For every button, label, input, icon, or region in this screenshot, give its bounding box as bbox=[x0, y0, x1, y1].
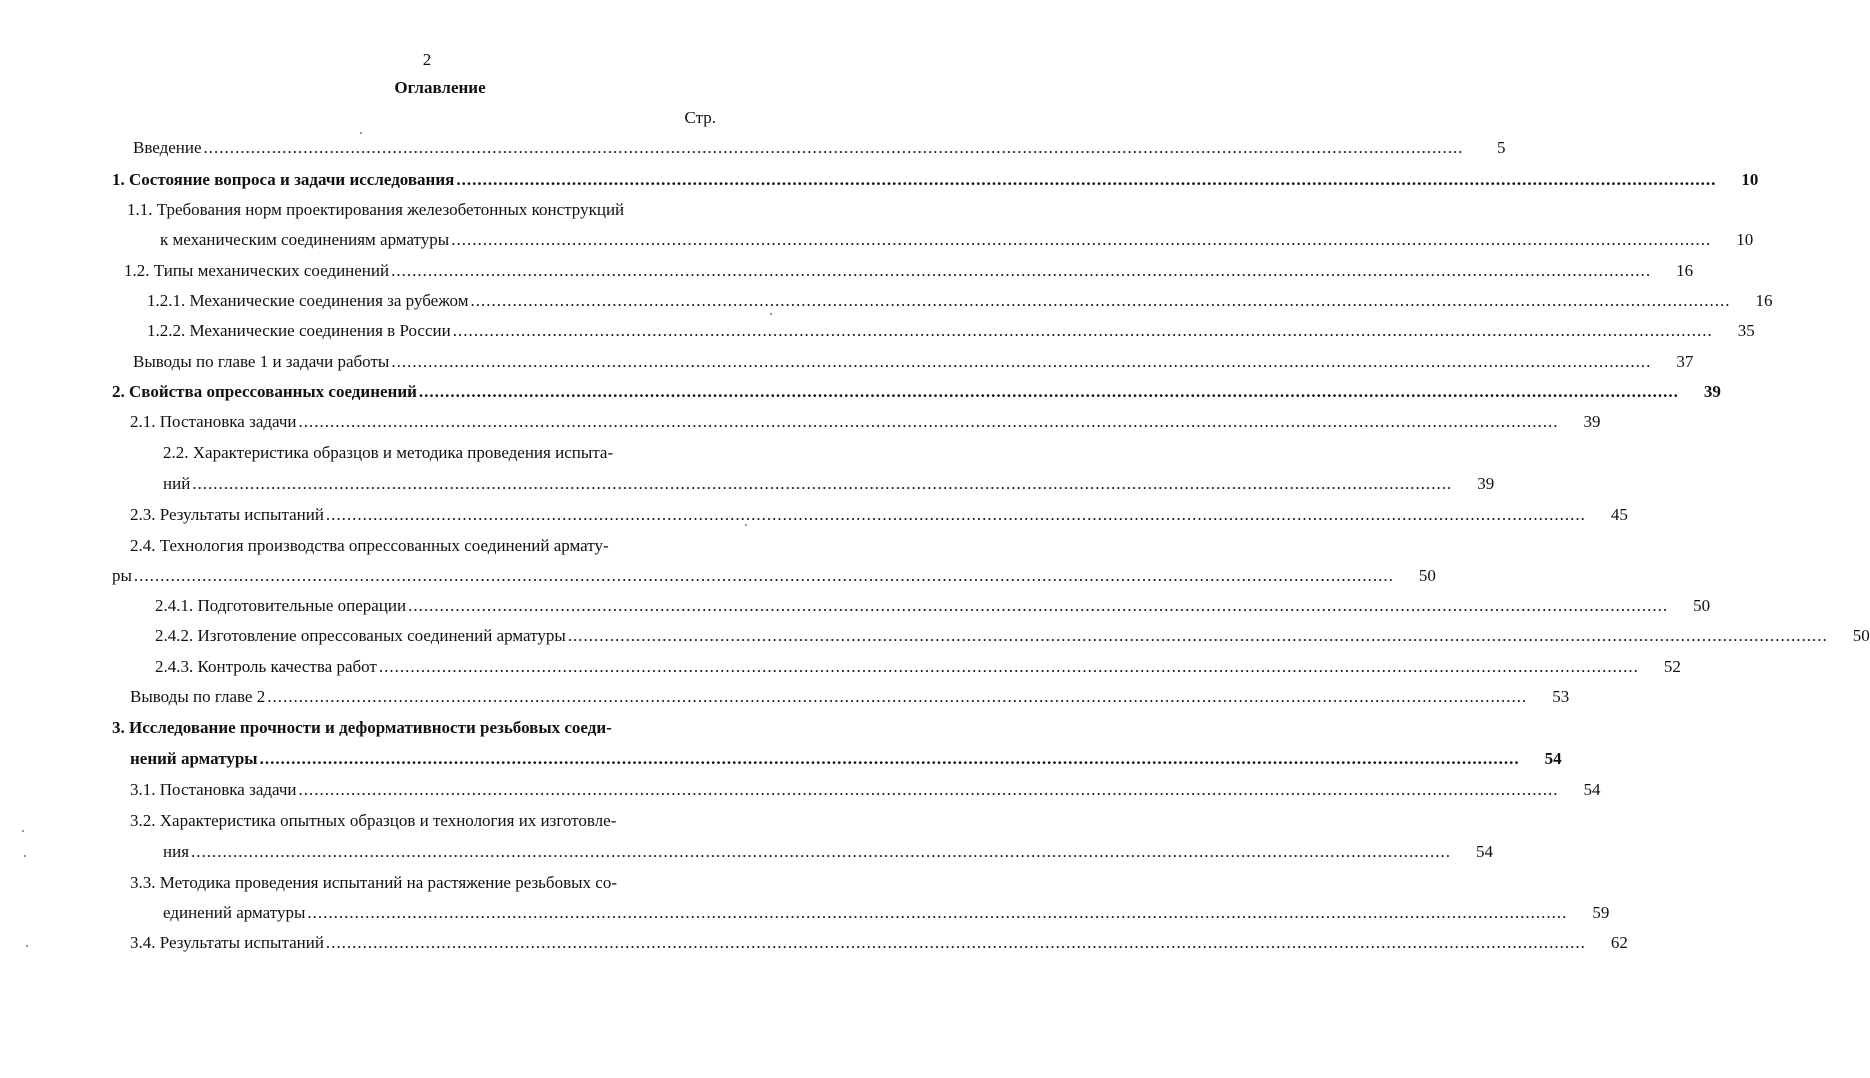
toc-page: 37 bbox=[1676, 352, 1694, 371]
toc-entry-2-1[interactable] bbox=[130, 412, 1601, 434]
toc-page: 62 bbox=[1610, 933, 1628, 952]
toc-entry-chapter-2[interactable] bbox=[112, 382, 1721, 404]
toc-leader bbox=[470, 291, 1730, 311]
toc-label: 3.4. Результаты испытаний bbox=[130, 933, 324, 952]
toc-leader bbox=[267, 687, 1527, 707]
toc-entry-2-4-1[interactable] bbox=[155, 596, 1711, 618]
toc-entry-3-1[interactable] bbox=[130, 780, 1601, 802]
toc-label: Выводы по главе 2 bbox=[130, 687, 266, 706]
toc-leader bbox=[299, 780, 1559, 800]
toc-label: 2.4.3. Контроль качества работ bbox=[155, 657, 377, 676]
toc-entry-chapter-1[interactable] bbox=[112, 170, 1759, 192]
toc-page: 35 bbox=[1737, 321, 1755, 340]
toc-page: 54 bbox=[1476, 842, 1494, 861]
toc-entry-2-2-line2[interactable] bbox=[163, 474, 1495, 496]
toc-entry-conclusions-1[interactable] bbox=[133, 352, 1694, 374]
toc-page: 39 bbox=[1583, 412, 1601, 431]
page-column-header: Стр. bbox=[684, 108, 716, 127]
toc-entry-introduction[interactable] bbox=[133, 138, 1506, 160]
toc-page: 52 bbox=[1663, 657, 1681, 676]
toc-leader bbox=[307, 903, 1567, 923]
toc-leader bbox=[391, 352, 1651, 372]
toc-label: 2.4. Технология производства опрессованных соединений армату- bbox=[130, 536, 609, 555]
toc-leader bbox=[299, 412, 1559, 432]
scan-speck bbox=[745, 524, 747, 526]
toc-leader bbox=[192, 474, 1452, 494]
scan-speck bbox=[26, 945, 28, 947]
toc-leader bbox=[568, 626, 1828, 646]
toc-entry-1-1-line2[interactable] bbox=[160, 230, 1754, 252]
toc-label: 2.3. Результаты испытаний bbox=[130, 505, 324, 524]
toc-entry-2-4-3[interactable] bbox=[155, 657, 1681, 679]
toc-entry-chapter-3-line2[interactable] bbox=[130, 749, 1562, 771]
toc-label: 1.1. Требования норм проектирования железобетонных конструкций bbox=[127, 200, 625, 219]
toc-entry-3-3-line2[interactable] bbox=[163, 903, 1610, 925]
toc-page: 39 bbox=[1703, 382, 1721, 401]
toc-label: 2.1. Постановка задачи bbox=[130, 412, 297, 431]
toc-page: 50 bbox=[1852, 626, 1870, 645]
toc-page: 54 bbox=[1583, 780, 1601, 799]
toc-leader bbox=[326, 505, 1586, 525]
toc-label: нений арматуры bbox=[130, 749, 258, 768]
toc-label: 1.2. Типы механических соединений bbox=[124, 261, 390, 280]
toc-leader bbox=[451, 230, 1711, 250]
toc-entry-2-4-2[interactable] bbox=[155, 626, 1870, 648]
toc-leader bbox=[326, 933, 1586, 953]
toc-entry-chapter-3-line1[interactable] bbox=[112, 718, 710, 740]
scan-speck bbox=[24, 855, 26, 857]
page-number: 2 bbox=[422, 50, 432, 69]
page-title: Оглавление bbox=[394, 78, 486, 97]
toc-label: ры bbox=[112, 566, 132, 585]
toc-leader bbox=[419, 382, 1679, 402]
toc-label: Выводы по главе 1 и задачи работы bbox=[133, 352, 390, 371]
scan-speck bbox=[770, 313, 772, 315]
toc-page: 39 bbox=[1477, 474, 1495, 493]
toc-label: 3.3. Методика проведения испытаний на растяжение резьбовых со- bbox=[130, 873, 617, 892]
toc-label: 1.2.2. Механические соединения в России bbox=[147, 321, 451, 340]
toc-leader bbox=[453, 321, 1713, 341]
toc-leader bbox=[260, 749, 1520, 769]
toc-label: ния bbox=[163, 842, 190, 861]
toc-entry-1-2-2[interactable] bbox=[147, 321, 1755, 343]
toc-entry-3-4[interactable] bbox=[130, 933, 1628, 955]
toc-leader bbox=[204, 138, 1464, 158]
scan-speck bbox=[22, 830, 24, 832]
toc-page: 50 bbox=[1693, 596, 1711, 615]
toc-page: 53 bbox=[1552, 687, 1570, 706]
toc-entry-3-3-line1[interactable] bbox=[130, 873, 710, 895]
toc-leader bbox=[408, 596, 1668, 616]
toc-page: 10 bbox=[1741, 170, 1759, 189]
toc-label: 2. Свойства опрессованных соединений bbox=[112, 382, 417, 401]
toc-entry-3-2-line1[interactable] bbox=[130, 811, 710, 833]
toc-entry-2-4-line1[interactable] bbox=[130, 536, 710, 558]
toc-label: к механическим соединениям арматуры bbox=[160, 230, 450, 249]
toc-leader bbox=[191, 842, 1451, 862]
toc-page: 54 bbox=[1544, 749, 1562, 768]
toc-entry-1-2[interactable] bbox=[124, 261, 1694, 283]
toc-page: 10 bbox=[1736, 230, 1754, 249]
toc-label: 3. Исследование прочности и деформативности резьбовых соеди- bbox=[112, 718, 612, 737]
toc-entry-conclusions-2[interactable] bbox=[130, 687, 1570, 709]
toc-page: 59 bbox=[1592, 903, 1610, 922]
toc-label: 2.2. Характеристика образцов и методика проведения испыта- bbox=[163, 443, 614, 462]
toc-leader bbox=[134, 566, 1394, 586]
toc-label: 3.1. Постановка задачи bbox=[130, 780, 297, 799]
toc-page: 16 bbox=[1676, 261, 1694, 280]
toc-page: 50 bbox=[1418, 566, 1436, 585]
toc-entry-1-2-1[interactable] bbox=[147, 291, 1773, 313]
toc-page: 45 bbox=[1610, 505, 1628, 524]
toc-page: 16 bbox=[1755, 291, 1773, 310]
toc-label: 1. Состояние вопроса и задачи исследования bbox=[112, 170, 455, 189]
toc-leader bbox=[391, 261, 1651, 281]
toc-label: единений арматуры bbox=[163, 903, 306, 922]
toc-entry-3-2-line2[interactable] bbox=[163, 842, 1494, 864]
toc-page: 5 bbox=[1497, 138, 1506, 157]
scan-speck bbox=[360, 132, 362, 134]
toc-label: ний bbox=[163, 474, 191, 493]
toc-entry-1-1-line1[interactable] bbox=[127, 200, 710, 222]
toc-leader bbox=[379, 657, 1639, 677]
toc-label: 3.2. Характеристика опытных образцов и технология их изготовле- bbox=[130, 811, 617, 830]
toc-label: 2.4.1. Подготовительные операции bbox=[155, 596, 407, 615]
toc-label: 1.2.1. Механические соединения за рубежом bbox=[147, 291, 469, 310]
toc-leader bbox=[456, 170, 1716, 190]
toc-entry-2-2-line1[interactable] bbox=[163, 443, 710, 465]
toc-entry-2-3[interactable] bbox=[130, 505, 1628, 527]
toc-entry-2-4-line2[interactable] bbox=[112, 566, 1436, 588]
toc-label: Введение bbox=[133, 138, 202, 157]
toc-label: 2.4.2. Изготовление опрессованых соединений арматуры bbox=[155, 626, 566, 645]
